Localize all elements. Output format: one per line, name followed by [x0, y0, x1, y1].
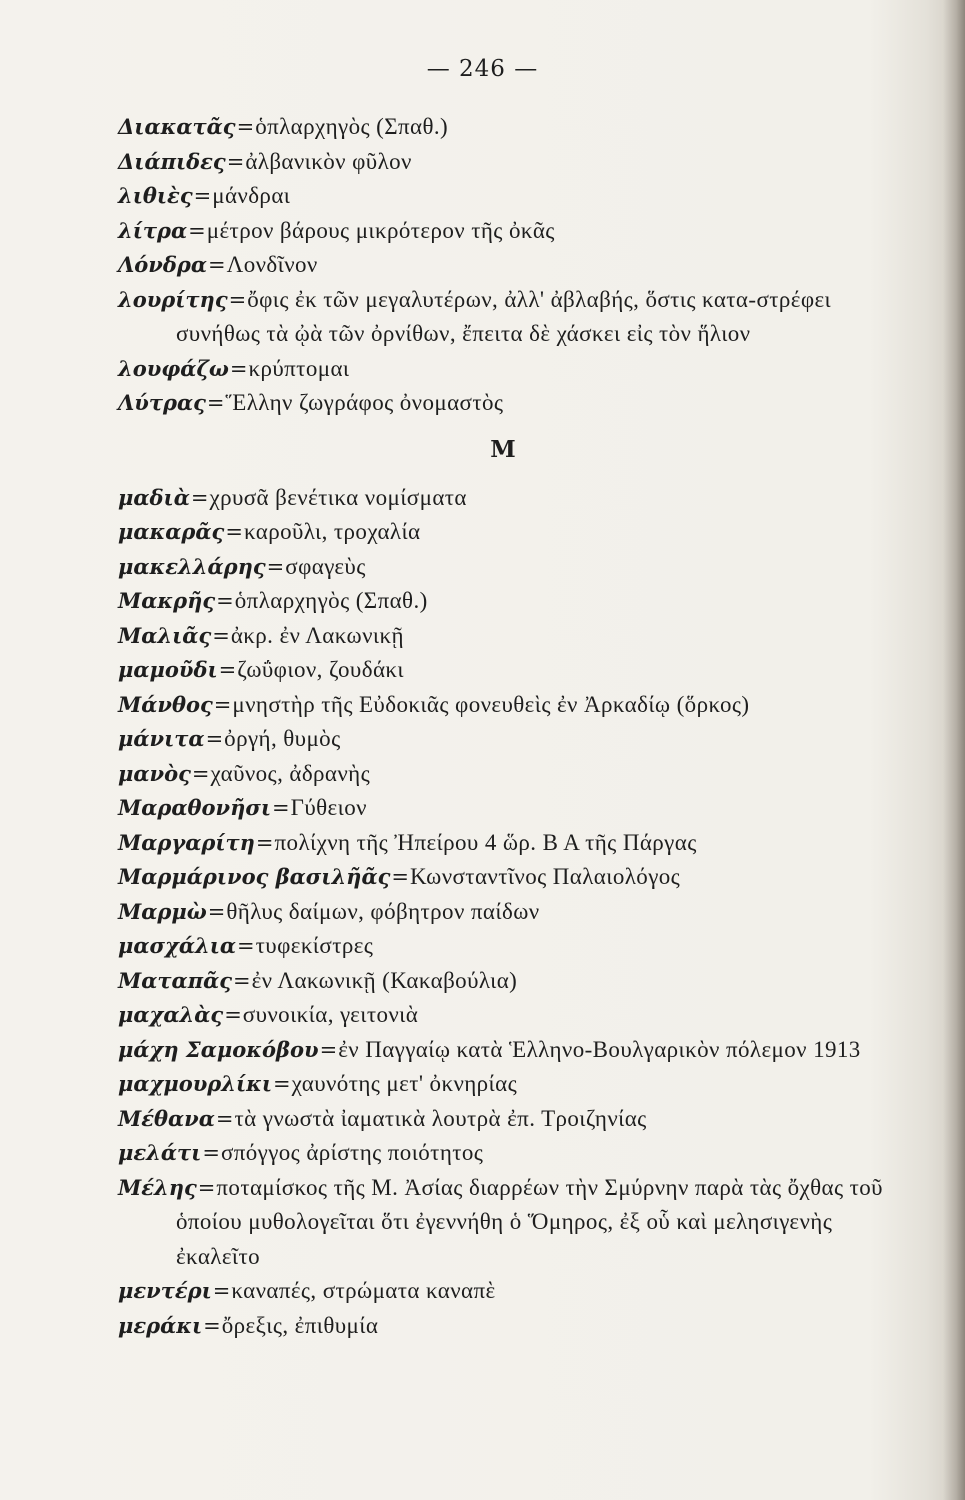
entry-term: λίτρα — [118, 217, 188, 243]
entry-definition: ποταμίσκος τῆς Μ. Ἀσίας διαρρέων τὴν Σμύρνην παρὰ τὰς ὄχθας τοῦ ὁποίου μυθολογεῖται ὅτι ἐγεννήθη ὁ Ὅμηρος, ἐξ οὗ καὶ μελησιγενὴς ἐκαλεῖτο — [176, 1174, 883, 1269]
entry-definition: ὀργή, θυμὸς — [224, 726, 341, 751]
entry-definition: συνοικία, γειτονιὰ — [242, 1002, 419, 1027]
entry-term: Διακατᾶς — [118, 114, 236, 139]
section-letter: Μ — [490, 435, 516, 463]
entry-definition: ἐν Παγγαίῳ κατὰ Ἑλληνο-Βουλγαρικὸν πόλεμον 1913 — [338, 1036, 861, 1062]
entry-term: Ματαπᾶς — [118, 967, 233, 993]
entry-definition: ἀλβανικὸν φῦλον — [245, 148, 412, 174]
entry-definition: σπόγγος ἀρίστης ποιότητος — [220, 1140, 484, 1165]
entries-top-list — [118, 110, 888, 421]
glossary-entry — [118, 481, 888, 516]
glossary-entry — [118, 860, 888, 895]
entry-separator: = — [197, 1175, 216, 1200]
entry-term: Λύτρας — [118, 390, 206, 415]
glossary-entry — [118, 791, 888, 826]
glossary-entry — [118, 688, 888, 723]
entry-separator: = — [193, 184, 212, 208]
entry-separator: = — [229, 356, 248, 381]
entry-term: μακελλάρης — [118, 553, 266, 579]
entry-definition: ἐν Λακωνικῇ (Κακαβούλια) — [251, 967, 518, 993]
entry-term: λουρίτης — [118, 286, 228, 312]
glossary-entries — [118, 110, 888, 1343]
glossary-entry — [118, 722, 888, 757]
glossary-entry — [118, 1102, 888, 1137]
entry-term: Μέθανα — [118, 1105, 215, 1131]
glossary-entry — [118, 895, 888, 930]
entry-definition: καναπές, στρώματα καναπὲ — [231, 1278, 496, 1303]
entry-separator: = — [213, 692, 232, 717]
entry-term: μανὸς — [118, 760, 191, 786]
glossary-entry — [118, 1171, 888, 1275]
entry-separator: = — [203, 1313, 221, 1338]
entry-separator: = — [218, 658, 237, 682]
entry-term: λουφάζω — [118, 355, 229, 381]
entry-separator: = — [202, 1141, 220, 1165]
glossary-entry — [118, 179, 888, 214]
entry-term: μακαρᾶς — [118, 519, 225, 544]
entry-term: μαδιὰ — [118, 484, 190, 510]
glossary-entry — [118, 826, 888, 861]
entry-definition: θῆλυς δαίμων, φόβητρον παίδων — [226, 898, 540, 924]
entry-term: μάνιτα — [118, 726, 205, 751]
glossary-entry — [118, 757, 888, 792]
entry-separator: = — [188, 218, 206, 243]
glossary-entry — [118, 515, 888, 550]
entry-separator: = — [215, 1106, 234, 1131]
entry-definition: τυφεκίστρες — [255, 933, 374, 958]
entry-separator: = — [191, 761, 210, 786]
entry-definition: μέτρον βάρους μικρότερον τῆς ὀκᾶς — [206, 217, 555, 243]
entry-separator: = — [255, 830, 274, 855]
glossary-entry — [118, 964, 888, 999]
entry-definition: χαυνότης μετ' ὀκνηρίας — [291, 1071, 518, 1096]
entry-separator: = — [237, 934, 255, 958]
glossary-entry — [118, 352, 888, 387]
entry-separator: = — [205, 727, 224, 751]
glossary-entry — [118, 1033, 888, 1068]
entry-separator: = — [272, 796, 290, 820]
entry-term: Διάπιδες — [118, 148, 226, 174]
entry-separator: = — [226, 149, 245, 174]
entry-term: μαμοῦδι — [118, 657, 218, 682]
entry-separator: = — [224, 1003, 242, 1027]
glossary-entry — [118, 550, 888, 585]
entry-term: Μέλης — [118, 1174, 197, 1200]
glossary-entry — [118, 248, 888, 283]
entry-definition: κρύπτομαι — [248, 355, 350, 381]
entry-term: μασχάλια — [118, 933, 237, 958]
entry-term: Λόνδρα — [118, 252, 208, 277]
entry-definition: Γύθειον — [290, 795, 367, 820]
glossary-entry — [118, 110, 888, 145]
entry-separator: = — [212, 1279, 231, 1303]
entry-separator: = — [266, 554, 285, 579]
glossary-entry — [118, 214, 888, 249]
entry-term: Μαργαρίτη — [118, 829, 255, 855]
entry-definition: ὁπλαρχηγὸς (Σπαθ.) — [234, 588, 428, 613]
entry-definition: χαῦνος, ἀδρανὴς — [210, 760, 371, 786]
entry-definition: μνηστὴρ τῆς Εὐδοκιᾶς φονευθεὶς ἐν Ἀρκαδίῳ (ὅρκος) — [232, 691, 750, 717]
entry-separator: = — [206, 391, 225, 415]
glossary-entry — [118, 1067, 888, 1102]
entries-m-list — [118, 481, 888, 1344]
entry-definition: τὰ γνωστὰ ἰαματικὰ λουτρὰ ἐπ. Τροιζηνίας — [234, 1105, 647, 1131]
entry-definition: πολίχνη τῆς Ἠπείρου 4 ὥρ. Β Α τῆς Πάργας — [274, 829, 697, 855]
glossary-entry — [118, 283, 888, 352]
glossary-entry — [118, 1309, 888, 1344]
entry-term: Μαρμὼ — [118, 898, 207, 924]
entry-separator: = — [212, 623, 230, 648]
entry-term: μαχαλὰς — [118, 1002, 224, 1027]
entry-term: μαχμουρλίκι — [118, 1071, 273, 1096]
entry-term: Μάνθος — [118, 691, 213, 717]
entry-term: λιθιὲς — [118, 183, 193, 208]
glossary-entry — [118, 1136, 888, 1171]
glossary-entry — [118, 619, 888, 654]
entry-definition: ὁπλαρχηγὸς (Σπαθ.) — [255, 114, 449, 139]
glossary-entry — [118, 653, 888, 688]
entry-term: Μαλιᾶς — [118, 622, 212, 648]
entry-definition: Λονδῖνον — [226, 252, 318, 277]
entry-definition: καροῦλι, τροχαλία — [243, 519, 421, 544]
entry-separator: = — [208, 253, 226, 277]
entry-separator: = — [190, 485, 209, 510]
entry-definition: ἀκρ. ἐν Λακωνικῇ — [230, 622, 404, 648]
glossary-entry — [118, 584, 888, 619]
entry-term: μεντέρι — [118, 1278, 212, 1303]
entry-definition: Κωνσταντῖνος Παλαιολόγος — [410, 864, 681, 889]
entry-term: μάχη Σαμοκόβου — [118, 1036, 319, 1062]
entry-separator: = — [273, 1072, 291, 1096]
glossary-entry — [118, 998, 888, 1033]
entry-definition: μάνδραι — [212, 183, 291, 208]
glossary-entry — [118, 1274, 888, 1309]
entry-separator: = — [391, 865, 410, 889]
glossary-entry — [118, 386, 888, 421]
entry-separator: = — [216, 589, 234, 613]
entry-separator: = — [319, 1037, 338, 1062]
entry-term: μελάτι — [118, 1140, 202, 1165]
entry-definition: χρυσᾶ βενέτικα νομίσματα — [209, 484, 467, 510]
entry-separator: = — [228, 287, 247, 312]
entry-separator: = — [207, 899, 226, 924]
entry-definition: ζωΰφιον, ζουδάκι — [237, 657, 404, 682]
entry-definition: ὄρεξις, ἐπιθυμία — [221, 1312, 379, 1338]
page-binding-edge — [943, 0, 965, 1500]
entry-separator: = — [225, 520, 243, 544]
entry-definition: Ἕλλην ζωγράφος ὀνομαστὸς — [225, 390, 504, 415]
entry-term: μεράκι — [118, 1312, 203, 1338]
glossary-entry — [118, 145, 888, 180]
entry-definition: σφαγεὺς — [285, 553, 366, 579]
entry-definition: ὄφις ἐκ τῶν μεγαλυτέρων, ἀλλ' ἀβλαβής, ὅστις κατα-στρέφει συνήθως τὰ ᾠὰ τῶν ὀρνίθων, ἔπειτα δὲ χάσκει εἰς τὸν ἥλιον — [176, 286, 832, 346]
entry-term: Μακρῆς — [118, 588, 216, 613]
glossary-entry — [118, 929, 888, 964]
entry-separator: = — [233, 968, 251, 993]
entry-term: Μαρμάρινος βασιλῆᾶς — [118, 864, 391, 889]
entry-term: Μαραθονῆσι — [118, 795, 272, 820]
entry-separator: = — [236, 115, 255, 139]
page-number: — 246 — — [426, 56, 539, 82]
